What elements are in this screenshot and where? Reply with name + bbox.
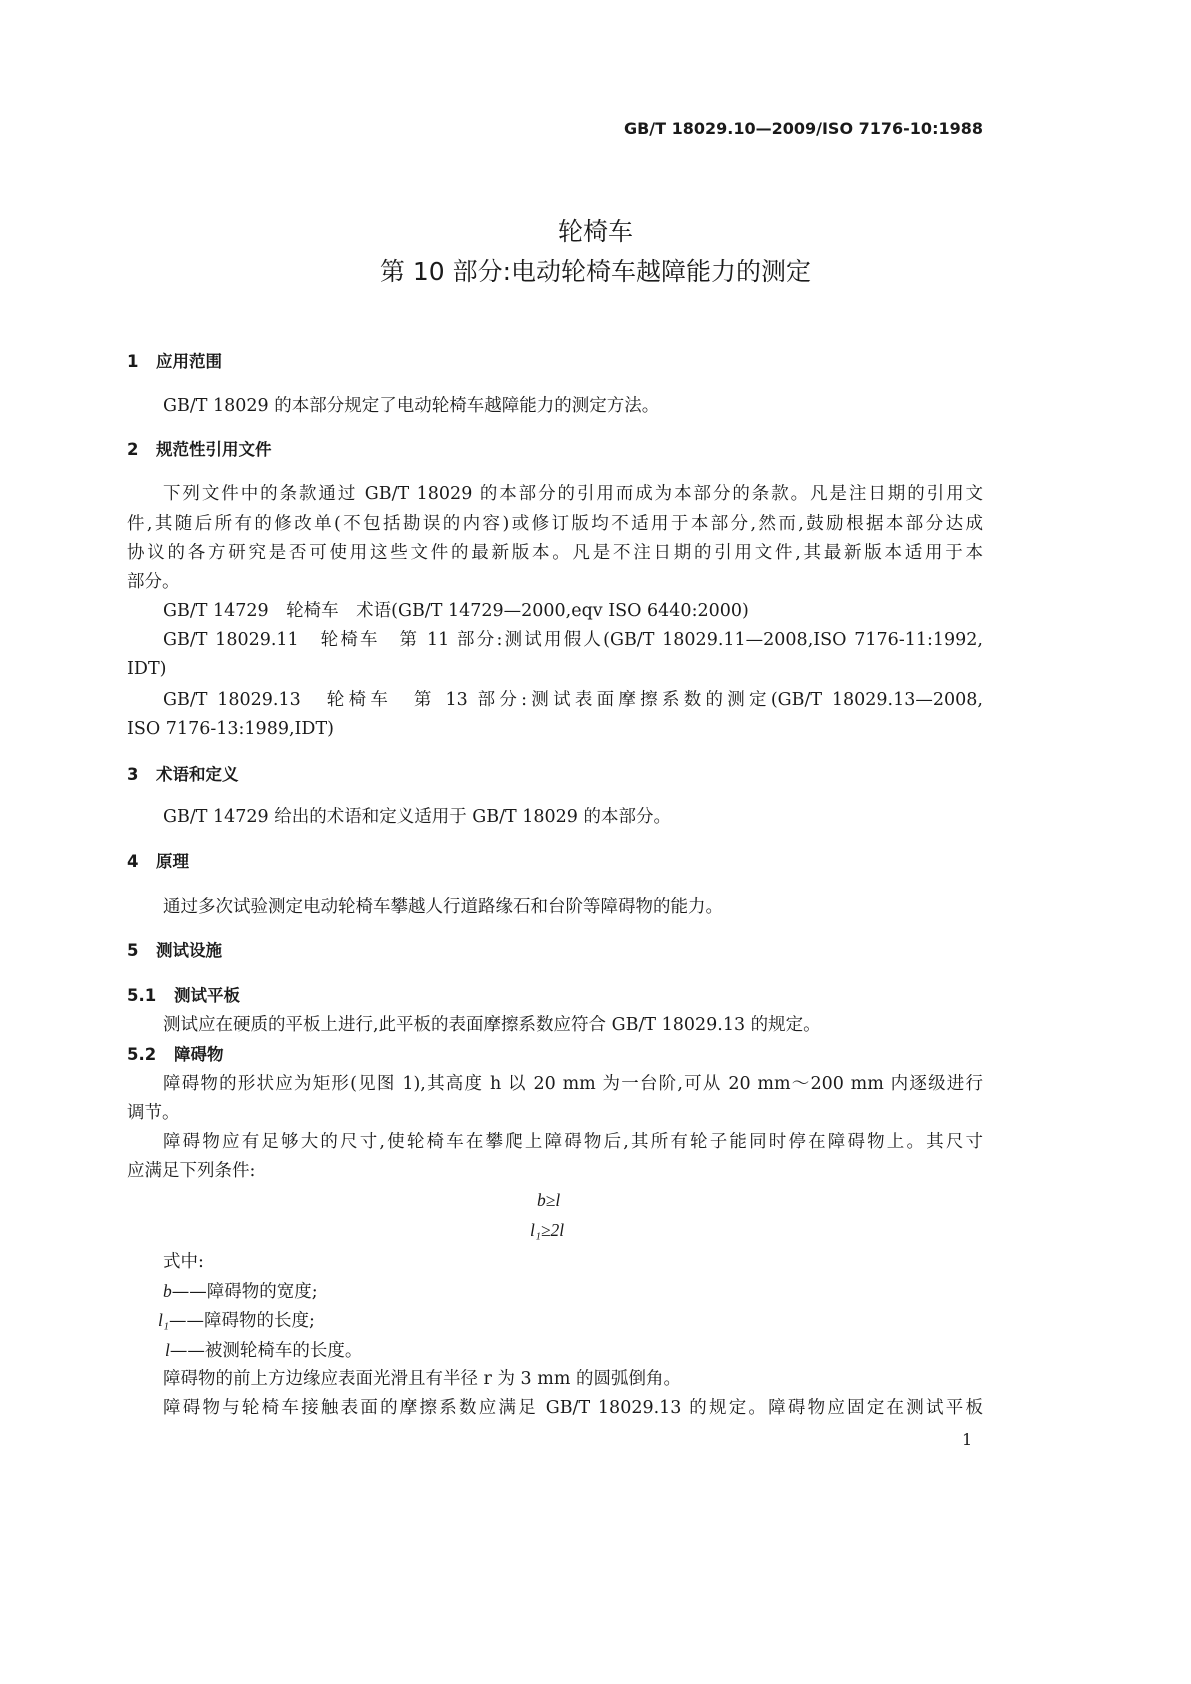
reference-item: GB/T 18029.13 轮椅车 第 13 部分:测试表面摩擦系数的测定(GB/T 18029.13—2008, xyxy=(163,690,983,710)
section-5-1-title: 测试平板 xyxy=(174,986,240,1005)
reference-item: IDT) xyxy=(127,659,167,679)
section-2-text: 件,其随后所有的修改单(不包括勘误的内容)或修订版均不适用于本部分,然而,鼓励根据本部分达成 xyxy=(127,514,983,534)
section-5-2-text: 调节。 xyxy=(127,1103,180,1123)
formula: b≥l xyxy=(537,1190,561,1210)
page-number: 1 xyxy=(962,1430,973,1449)
definition-item: l——被测轮椅车的长度。 xyxy=(165,1340,363,1361)
section-5-2-text: 障碍物应有足够大的尺寸,使轮椅车在攀爬上障碍物后,其所有轮子能同时停在障碍物上。其尺寸 xyxy=(163,1132,983,1152)
section-5-2-text: 障碍物的形状应为矩形(见图 1),其高度 h 以 20 mm 为一台阶,可从 20 mm～200 mm 内逐级进行 xyxy=(163,1074,983,1094)
symbol: l xyxy=(165,1340,170,1360)
section-5-2-text: 障碍物的前上方边缘应表面光滑且有半径 r 为 3 mm 的圆弧倒角。 xyxy=(163,1369,681,1389)
section-2-text: 协议的各方研究是否可使用这些文件的最新版本。凡是不注日期的引用文件,其最新版本适用于本 xyxy=(127,543,983,563)
section-3-text: GB/T 14729 给出的术语和定义适用于 GB/T 18029 的本部分。 xyxy=(163,807,671,827)
section-4-title: 原理 xyxy=(156,852,189,871)
section-2-text: 部分。 xyxy=(127,572,180,592)
section-2-text: 下列文件中的条款通过 GB/T 18029 的本部分的引用而成为本部分的条款。凡是注日期的引用文 xyxy=(163,484,983,504)
section-5-number: 5 xyxy=(127,941,139,960)
section-1-text: GB/T 18029 的本部分规定了电动轮椅车越障能力的测定方法。 xyxy=(163,396,660,416)
reference-item: GB/T 14729 轮椅车 术语(GB/T 14729—2000,eqv ISO 6440:2000) xyxy=(163,601,749,621)
formula: l₁≥2l xyxy=(530,1220,565,1240)
section-5-title: 测试设施 xyxy=(156,941,222,960)
definition-item: b——障碍物的宽度; xyxy=(163,1281,318,1302)
section-5-2-text: 障碍物与轮椅车接触表面的摩擦系数应满足 GB/T 18029.13 的规定。障碍物应固定在测试平板 xyxy=(163,1398,983,1418)
section-5-1-text: 测试应在硬质的平板上进行,此平板的表面摩擦系数应符合 GB/T 18029.13 的规定。 xyxy=(163,1015,821,1035)
section-3-title: 术语和定义 xyxy=(156,765,239,784)
section-5-2-number: 5.2 xyxy=(127,1045,157,1064)
section-2-number: 2 xyxy=(127,440,139,459)
where-label: 式中: xyxy=(163,1252,204,1272)
section-1-number: 1 xyxy=(127,352,139,371)
document-header: GB/T 18029.10—2009/ISO 7176-10:1988 xyxy=(623,119,983,138)
section-2-title: 规范性引用文件 xyxy=(156,440,272,459)
section-5-2-text: 应满足下列条件: xyxy=(127,1161,256,1181)
section-4-number: 4 xyxy=(127,852,139,871)
section-5-2-title: 障碍物 xyxy=(174,1045,224,1064)
reference-item: ISO 7176-13:1989,IDT) xyxy=(127,719,334,739)
definition-item: l₁——障碍物的长度; xyxy=(158,1310,315,1331)
section-4-text: 通过多次试验测定电动轮椅车攀越人行道路缘石和台阶等障碍物的能力。 xyxy=(163,897,723,917)
symbol: b xyxy=(163,1281,172,1301)
section-3-number: 3 xyxy=(127,765,139,784)
section-5-1-number: 5.1 xyxy=(127,986,157,1005)
title-main: 轮椅车 xyxy=(557,217,633,246)
section-1-title: 应用范围 xyxy=(156,352,222,371)
symbol: l₁ xyxy=(158,1310,169,1330)
reference-item: GB/T 18029.11 轮椅车 第 11 部分:测试用假人(GB/T 18029.11—2008,ISO 7176-11:1992, xyxy=(163,630,983,650)
title-sub: 第 10 部分:电动轮椅车越障能力的测定 xyxy=(379,257,812,286)
